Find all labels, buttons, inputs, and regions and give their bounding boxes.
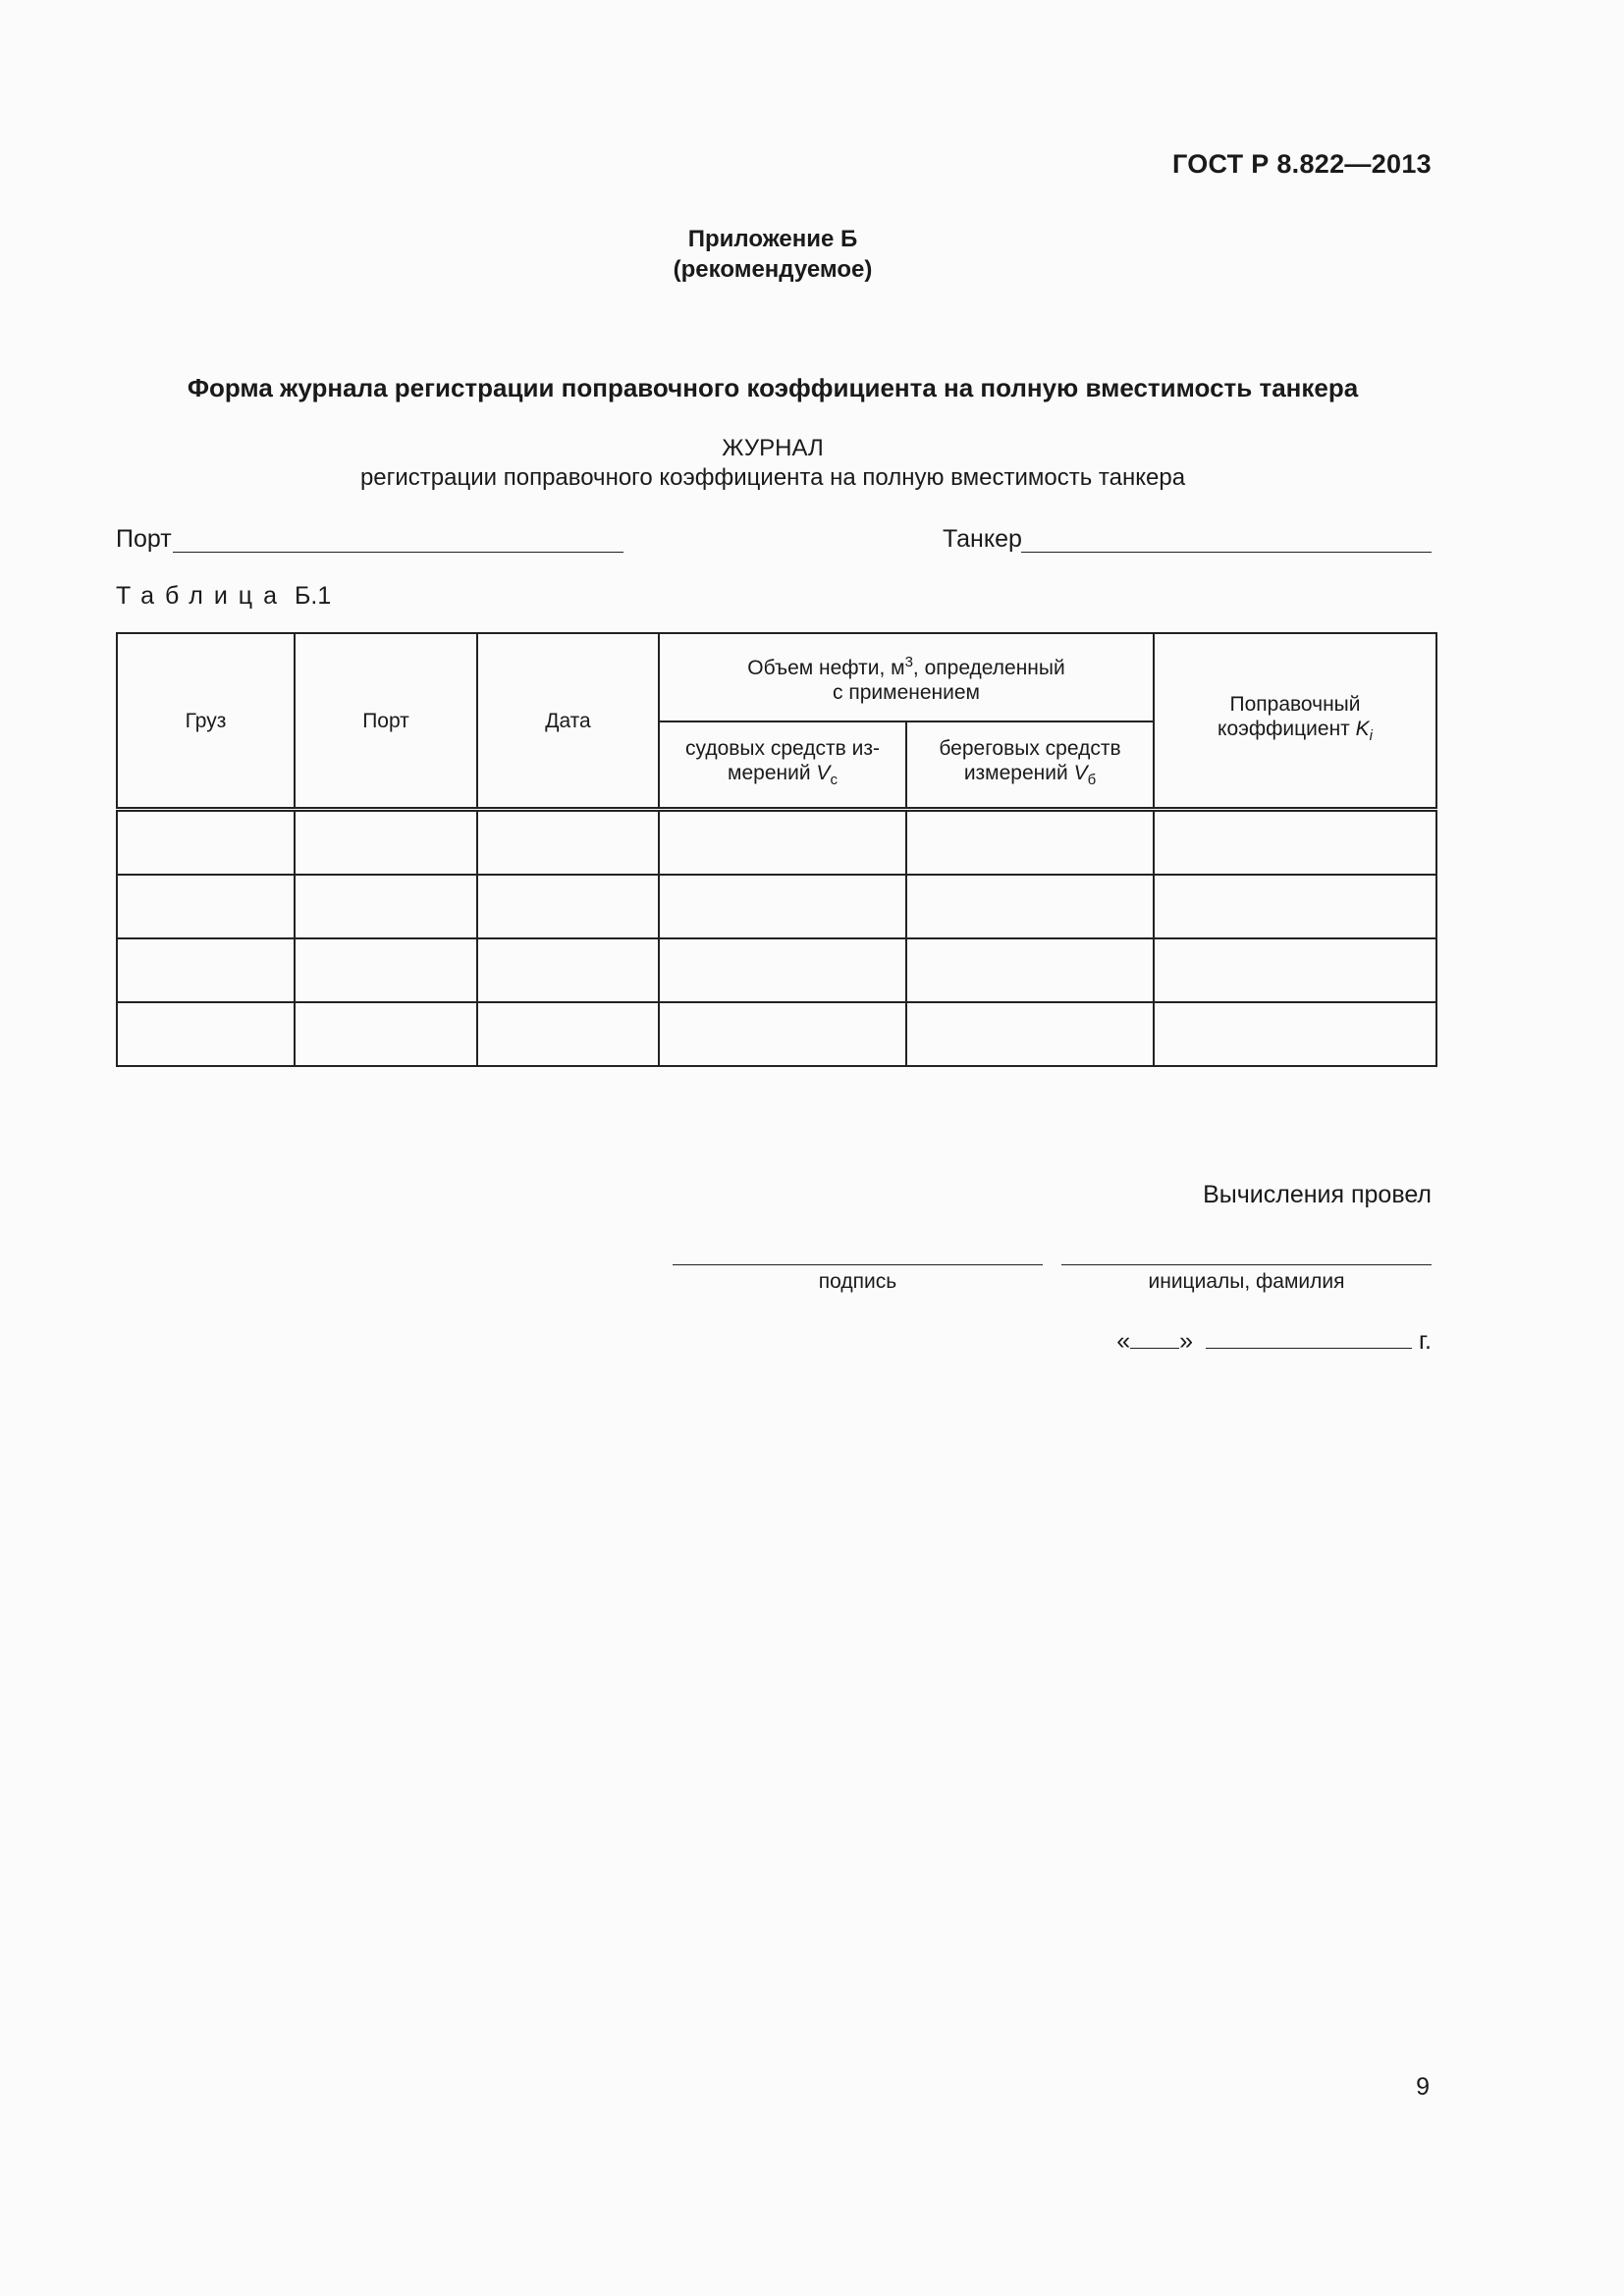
date-line xyxy=(1116,1327,1432,1356)
registration-table xyxy=(116,632,1437,1067)
table-cell[interactable] xyxy=(906,810,1154,876)
table-cell[interactable] xyxy=(477,810,659,876)
header-date: Дата xyxy=(477,633,659,810)
table-cell[interactable] xyxy=(295,1002,477,1066)
table-cell[interactable] xyxy=(659,938,906,1002)
journal-title: ЖУРНАЛ xyxy=(722,435,824,461)
table-row xyxy=(117,938,1436,1002)
page-number: 9 xyxy=(1416,2073,1430,2101)
day-field[interactable] xyxy=(1130,1328,1179,1349)
name-field[interactable] xyxy=(1061,1264,1432,1265)
tanker-field[interactable] xyxy=(1021,552,1432,553)
table-cell[interactable] xyxy=(906,875,1154,938)
name-caption: инициалы, фамилия xyxy=(1148,1270,1345,1293)
journal-subtitle: регистрации поправочного коэффициента на полную вместимость танкера xyxy=(359,464,1186,491)
table-cell[interactable] xyxy=(477,938,659,1002)
header-port: Порт xyxy=(295,633,477,810)
table-row xyxy=(117,810,1436,876)
standard-id: ГОСТ Р 8.822—2013 xyxy=(1171,149,1432,179)
table-cell[interactable] xyxy=(117,875,295,938)
signature-field[interactable] xyxy=(673,1264,1043,1265)
table-cell[interactable] xyxy=(295,875,477,938)
table-cell[interactable] xyxy=(659,875,906,938)
table-cell[interactable] xyxy=(117,1002,295,1066)
table-caption-word: Таблица xyxy=(116,582,289,610)
table-caption xyxy=(116,582,331,611)
form-title: Форма журнала регистрации поправочного коэффициента на полную вместимость танкера xyxy=(187,373,1359,402)
table-row xyxy=(117,875,1436,938)
table-cell[interactable] xyxy=(1154,875,1436,938)
port-label: Порт xyxy=(116,525,172,553)
date-close-quote: » xyxy=(1179,1327,1194,1355)
appendix-status: (рекомендуемое) xyxy=(673,256,873,283)
table-cell[interactable] xyxy=(477,1002,659,1066)
table-cell[interactable] xyxy=(477,875,659,938)
table-cell[interactable] xyxy=(117,810,295,876)
table-row xyxy=(117,1002,1436,1066)
appendix-title: Приложение Б xyxy=(687,226,858,252)
signature-caption: подпись xyxy=(818,1270,897,1293)
table-cell[interactable] xyxy=(659,810,906,876)
calculations-performed-label: Вычисления провел xyxy=(1203,1181,1432,1208)
table-cell[interactable] xyxy=(1154,1002,1436,1066)
year-suffix: г. xyxy=(1418,1327,1432,1355)
header-oil-volume-group: Объем нефти, $м^3$, определенный с применением xyxy=(659,633,1154,721)
date-open-quote: « xyxy=(1116,1327,1131,1355)
table-cell[interactable] xyxy=(906,938,1154,1002)
table-cell[interactable] xyxy=(117,938,295,1002)
header-ship-means: судовых средств из- мерений $V_с$ xyxy=(659,721,906,810)
table-cell[interactable] xyxy=(295,938,477,1002)
table-cell[interactable] xyxy=(1154,938,1436,1002)
table-cell[interactable] xyxy=(1154,810,1436,876)
month-field[interactable] xyxy=(1206,1328,1412,1349)
header-shore-means: береговых средств измерений $V_б$ xyxy=(906,721,1154,810)
table-cell[interactable] xyxy=(659,1002,906,1066)
header-correction-coefficient: Поправочный коэффициент $K_i$ xyxy=(1154,633,1436,810)
header-cargo: Груз xyxy=(117,633,295,810)
tanker-label: Танкер xyxy=(943,525,1022,553)
table-caption-number: Б.1 xyxy=(294,582,332,610)
port-field[interactable] xyxy=(173,552,623,553)
table-cell[interactable] xyxy=(295,810,477,876)
table-cell[interactable] xyxy=(906,1002,1154,1066)
